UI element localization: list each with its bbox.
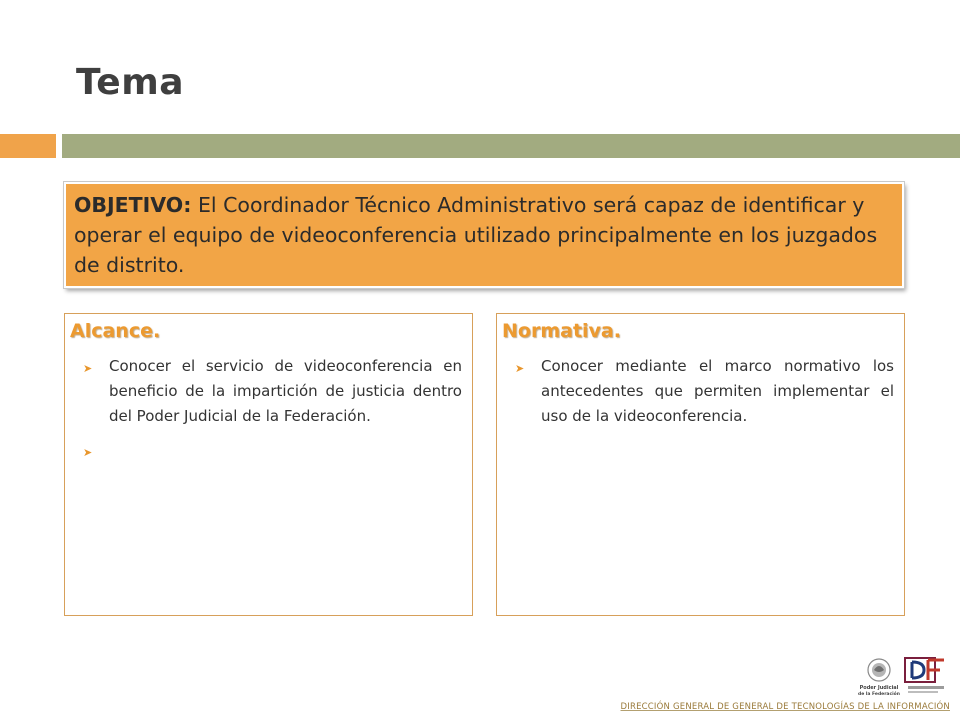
arrowhead-bullet-icon: ➤ — [515, 362, 525, 375]
list-item — [75, 438, 462, 463]
national-emblem-icon — [868, 659, 890, 681]
alcance-list — [75, 354, 462, 472]
normativa-list — [507, 354, 894, 438]
objective-box — [64, 182, 904, 288]
accent-bar-green — [62, 134, 960, 158]
pjf-text-line2: de la Federación — [858, 692, 900, 697]
normativa-panel — [496, 313, 905, 616]
pjf-logo — [858, 656, 900, 698]
alcance-heading: Alcance. — [70, 320, 161, 342]
accent-bar-orange — [0, 134, 56, 158]
objective-label: OBJETIVO: — [74, 193, 192, 217]
list-item — [507, 354, 894, 429]
list-item-text: Conocer el servicio de videoconferencia en beneficio de la impartición de justicia dentro del Poder Judicial de la Federación. — [109, 357, 462, 425]
page-title: Tema — [76, 62, 184, 103]
normativa-heading: Normativa. — [502, 320, 621, 342]
list-item — [75, 354, 462, 429]
alcance-panel — [64, 313, 473, 616]
cjf-logo-icon — [904, 656, 948, 698]
arrowhead-bullet-icon: ➤ — [83, 446, 93, 459]
list-item-text: Conocer mediante el marco normativo los antecedentes que permiten implementar el uso de la videoconferencia. — [541, 357, 894, 425]
arrowhead-bullet-icon: ➤ — [83, 362, 93, 375]
pjf-text-line1: Poder Judicial — [859, 685, 899, 691]
footer-credit: DIRECCIÓN GENERAL DE GENERAL DE TECNOLOGÍAS DE LA INFORMACIÓN — [620, 702, 950, 712]
objective-text: El Coordinador Técnico Administrativo será capaz de identificar y operar el equipo de videoconferencia utilizado principalmente en los juzgados de distrito. — [74, 193, 878, 277]
